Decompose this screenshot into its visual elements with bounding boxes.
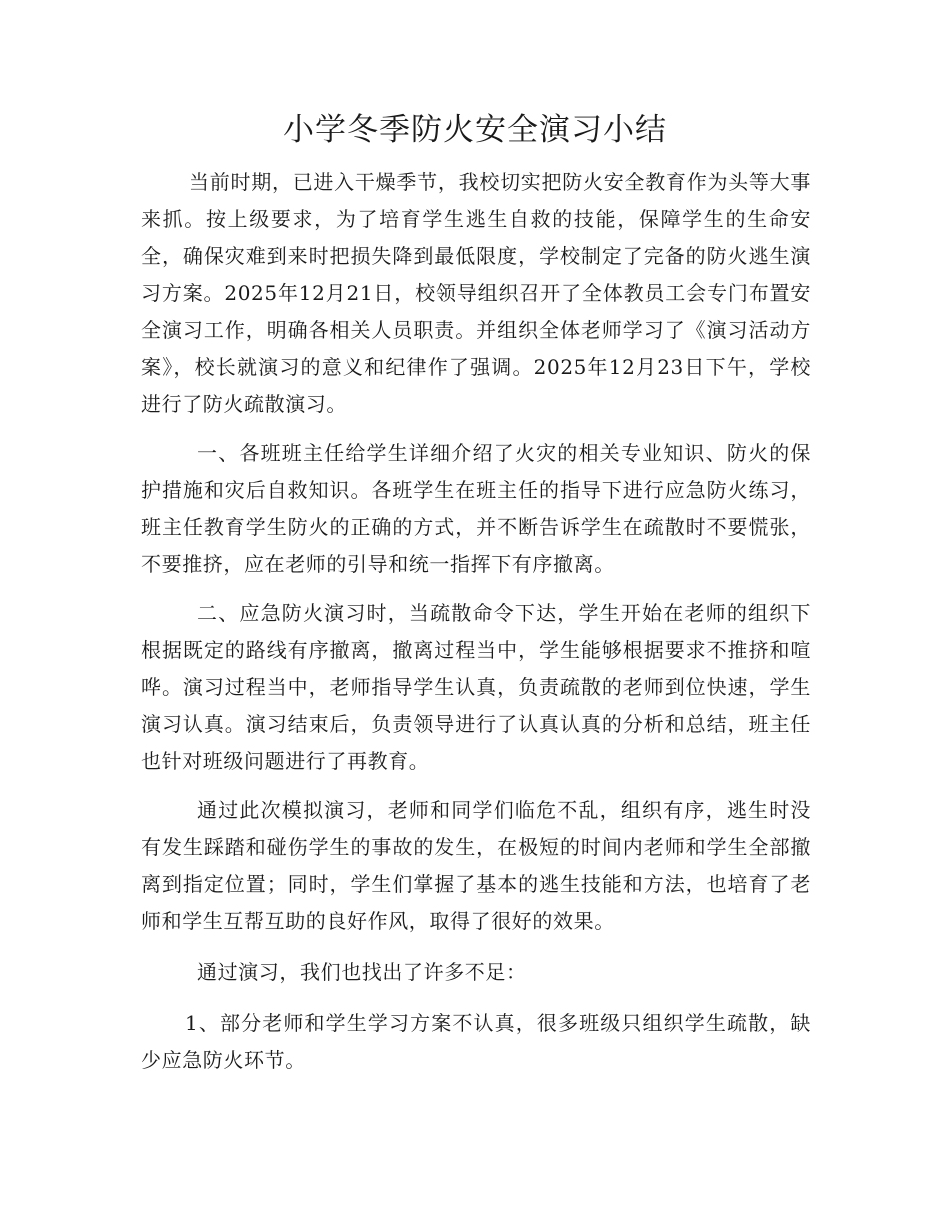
section-two-paragraph: 二、应急防火演习时，当疏散命令下达，学生开始在老师的组织下根据既定的路线有序撤离，撤离过程当中，学生能够根据要求不推挤和喧哗。演习过程当中，老师指导学生认真，负责疏散的老师到位快速，学生演习认真。演习结束后，负责领导进行了认真认真的分析和总结，班主任也针对班级问题进行了再教育。 [141, 601, 811, 773]
intro-paragraph: 当前时期，已进入干燥季节，我校切实把防火安全教育作为头等大事来抓。按上级要求，为了培育学生逃生自救的技能，保障学生的生命安全，确保灾难到来时把损失降到最低限度，学校制定了完备的防火逃生演习方案。2025年12月21日，校领导组织召开了全体教员工会专门布置安全演习工作，明确各相关人员职责。并组织全体老师学习了《演习活动方案》，校长就演习的意义和纪律作了强调。2025年12月23日下午，学校进行了防火疏散演习。 [141, 170, 811, 416]
result-paragraph: 通过此次模拟演习，老师和同学们临危不乱，组织有序，逃生时没有发生踩踏和碰伤学生的事故的发生，在极短的时间内老师和学生全部撤离到指定位置；同时，学生们掌握了基本的逃生技能和方法，也培育了老师和学生互帮互助的良好作风，取得了很好的效果。 [141, 798, 811, 933]
shortcomings-intro: 通过演习，我们也找出了许多不足： [197, 960, 527, 984]
section-one-paragraph: 一、各班班主任给学生详细介绍了火灾的相关专业知识、防火的保护措施和灾后自救知识。各班学生在班主任的指导下进行应急防火练习，班主任教育学生防火的正确的方式，并不断告诉学生在疏散时不要慌张，不要推挤，应在老师的引导和统一指挥下有序撤离。 [141, 441, 811, 576]
shortcoming-item-1: 1、部分老师和学生学习方案不认真，很多班级只组织学生疏散，缺少应急防火环节。 [141, 1011, 811, 1072]
document-body [141, 164, 811, 1079]
document-title: 小学冬季防火安全演习小结 [283, 112, 667, 148]
